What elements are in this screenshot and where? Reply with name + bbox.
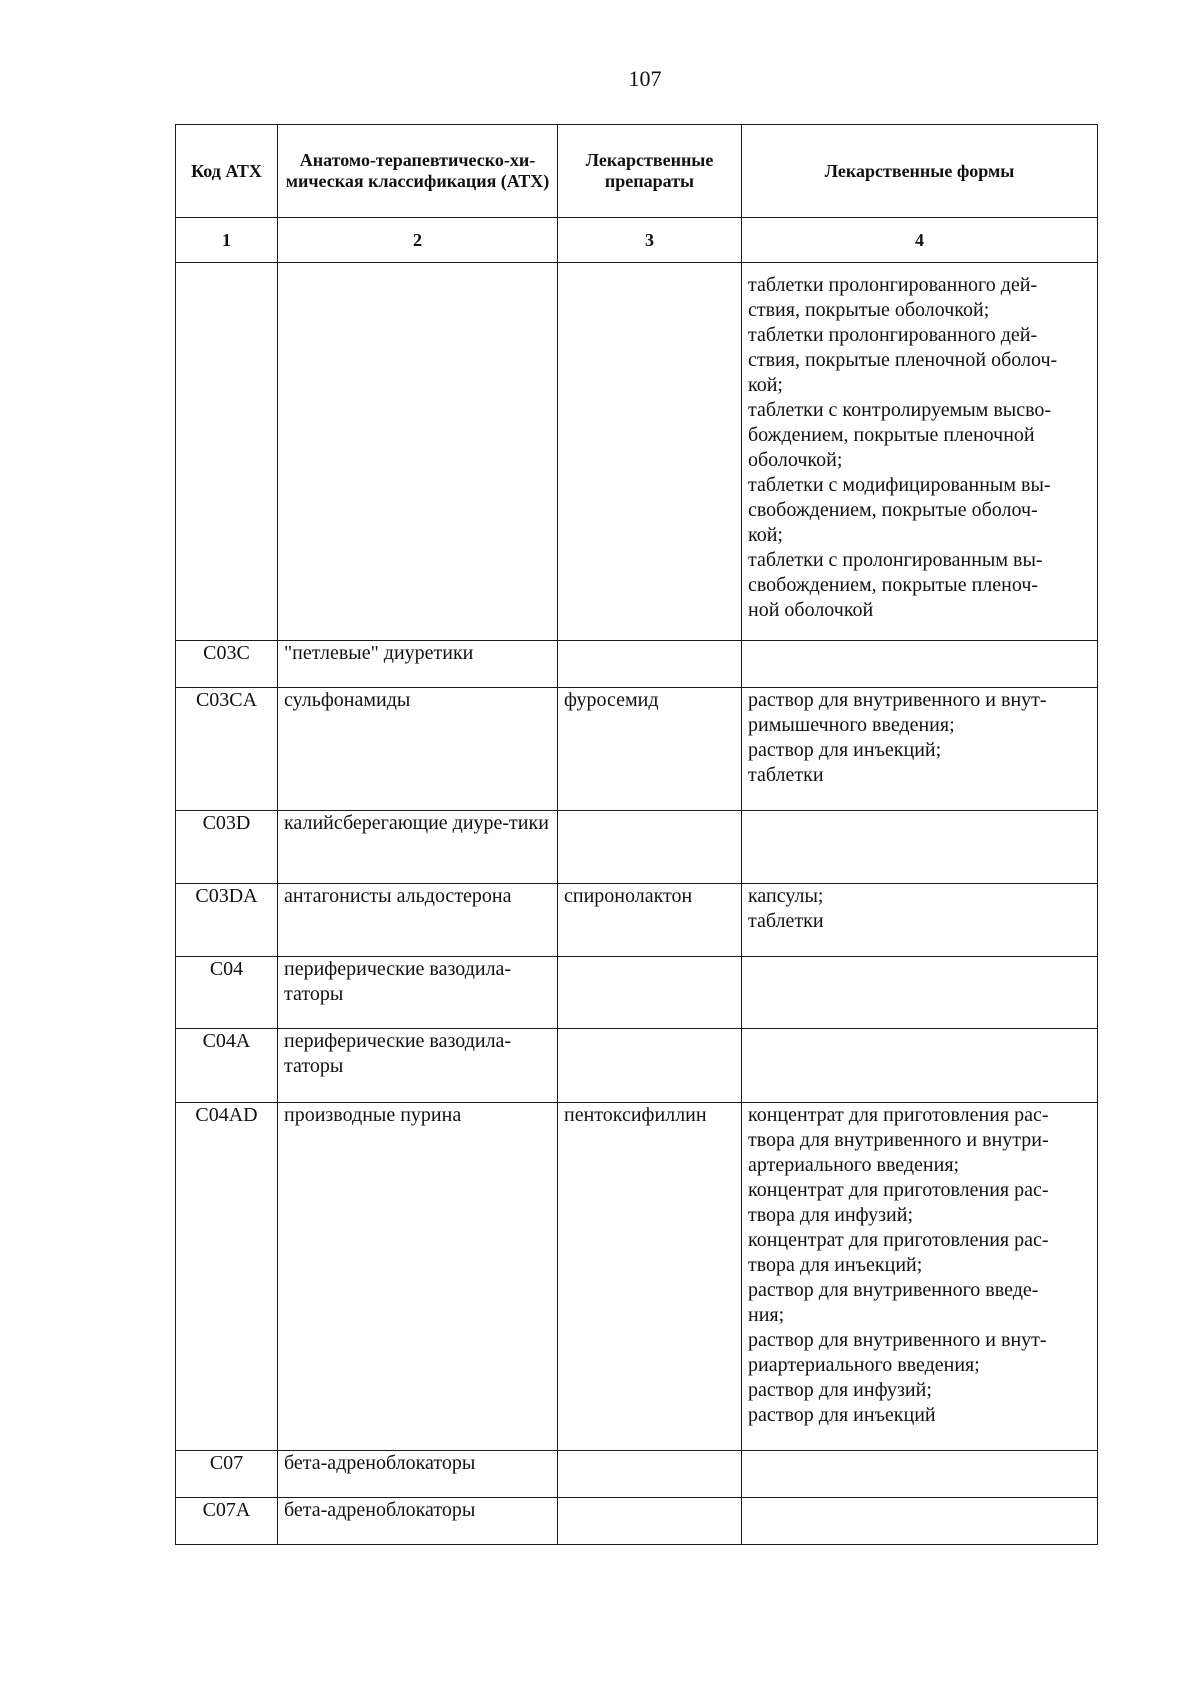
- drug-name: пентоксифиллин: [558, 1103, 742, 1451]
- atx-classification: антагонисты альдостерона: [278, 884, 558, 957]
- atx-classification: производные пурина: [278, 1103, 558, 1451]
- dosage-form-line: раствор для инфузий;: [748, 1379, 932, 1401]
- dosage-form-line: концентрат для приготовления рас-: [748, 1229, 1049, 1251]
- header-drugs: Лекарственные препараты: [558, 125, 742, 218]
- dosage-form-line: ствия, покрытые оболочкой;: [748, 299, 990, 321]
- atx-code: C03DA: [176, 884, 278, 957]
- drug-name: [558, 811, 742, 884]
- table-row: [176, 1451, 1098, 1498]
- header-classification: Анатомо-терапевтическо-хи-мическая классификация (АТХ): [278, 125, 558, 218]
- column-number: 2: [278, 218, 558, 263]
- atx-code: C04: [176, 957, 278, 1029]
- atx-code: C03C: [176, 641, 278, 688]
- atx-classification: "петлевые" диуретики: [278, 641, 558, 688]
- drug-name: [558, 641, 742, 688]
- dosage-form-line: концентрат для приготовления рас-: [748, 1179, 1049, 1201]
- dosage-form-line: таблетки с контролируемым высво-: [748, 399, 1052, 421]
- dosage-form-line: ния;: [748, 1304, 785, 1326]
- dosage-form-line: капсулы;: [748, 885, 824, 907]
- page-number: 107: [628, 66, 662, 91]
- atx-code: C03D: [176, 811, 278, 884]
- column-number: 3: [558, 218, 742, 263]
- table-row: [176, 811, 1098, 884]
- dosage-form-line: свобождением, покрытые пленоч-: [748, 574, 1039, 596]
- atx-classification: сульфонамиды: [278, 688, 558, 811]
- dosage-form-line: кой;: [748, 374, 783, 396]
- dosage-forms: [742, 263, 1098, 641]
- dosage-form-line: твора для инъекций;: [748, 1254, 923, 1276]
- dosage-forms: [742, 1103, 1098, 1451]
- dosage-form-line: свобождением, покрытые оболоч-: [748, 499, 1038, 521]
- table-row: [176, 884, 1098, 957]
- atx-code: [176, 263, 278, 641]
- dosage-form-line: таблетки: [748, 764, 824, 786]
- dosage-form-line: ствия, покрытые пленочной оболоч-: [748, 349, 1058, 371]
- column-number: 1: [176, 218, 278, 263]
- drug-name: [558, 1498, 742, 1545]
- atx-classification: бета-адреноблокаторы: [278, 1498, 558, 1545]
- dosage-form-line: артериального введения;: [748, 1154, 960, 1176]
- table-row: [176, 957, 1098, 1029]
- dosage-form-line: раствор для внутривенного и внут-: [748, 1329, 1047, 1351]
- dosage-form-line: таблетки пролонгированного дей-: [748, 324, 1038, 346]
- drug-name: [558, 263, 742, 641]
- dosage-form-line: твора для внутривенного и внутри-: [748, 1129, 1049, 1151]
- drug-name: фуросемид: [558, 688, 742, 811]
- dosage-form-line: твора для инфузий;: [748, 1204, 914, 1226]
- dosage-form-line: ной оболочкой: [748, 599, 874, 621]
- dosage-form-line: римышечного введения;: [748, 714, 955, 736]
- dosage-forms: [742, 811, 1098, 884]
- dosage-forms: [742, 688, 1098, 811]
- dosage-forms: [742, 957, 1098, 1029]
- dosage-form-line: таблетки с модифицированным вы-: [748, 474, 1051, 496]
- dosage-form-line: бождением, покрытые пленочной: [748, 424, 1035, 446]
- header-code: Код АТХ: [176, 125, 278, 218]
- atx-code: C07A: [176, 1498, 278, 1545]
- atx-table: [175, 124, 1098, 1545]
- column-number-row: [176, 218, 1098, 263]
- dosage-form-line: таблетки: [748, 910, 824, 932]
- dosage-form-line: раствор для внутривенного и внут-: [748, 689, 1047, 711]
- atx-code: C07: [176, 1451, 278, 1498]
- table-row: [176, 1498, 1098, 1545]
- dosage-forms: [742, 1451, 1098, 1498]
- table-row: [176, 263, 1098, 641]
- dosage-form-line: таблетки пролонгированного дей-: [748, 274, 1038, 296]
- dosage-forms: [742, 1029, 1098, 1103]
- atx-classification: периферические вазодила-таторы: [278, 957, 558, 1029]
- atx-code: C04AD: [176, 1103, 278, 1451]
- column-number: 4: [742, 218, 1098, 263]
- dosage-form-line: раствор для внутривенного введе-: [748, 1279, 1039, 1301]
- dosage-forms: [742, 1498, 1098, 1545]
- table-row: [176, 641, 1098, 688]
- atx-classification: бета-адреноблокаторы: [278, 1451, 558, 1498]
- drug-name: [558, 957, 742, 1029]
- drug-name: [558, 1451, 742, 1498]
- drug-name: спиронолактон: [558, 884, 742, 957]
- atx-classification: [278, 263, 558, 641]
- atx-classification: периферические вазодила-таторы: [278, 1029, 558, 1103]
- table-row: [176, 688, 1098, 811]
- atx-code: C04A: [176, 1029, 278, 1103]
- table-row: [176, 1103, 1098, 1451]
- dosage-form-line: концентрат для приготовления рас-: [748, 1104, 1049, 1126]
- dosage-form-line: кой;: [748, 524, 783, 546]
- dosage-form-line: риартериального введения;: [748, 1354, 980, 1376]
- dosage-form-line: раствор для инъекций: [748, 1404, 936, 1426]
- header-forms: Лекарственные формы: [742, 125, 1098, 218]
- drug-name: [558, 1029, 742, 1103]
- table-row: [176, 1029, 1098, 1103]
- dosage-form-line: таблетки с пролонгированным вы-: [748, 549, 1043, 571]
- dosage-forms: [742, 641, 1098, 688]
- dosage-forms: [742, 884, 1098, 957]
- header-row: [176, 125, 1098, 218]
- atx-classification: калийсберегающие диуре-тики: [278, 811, 558, 884]
- atx-code: C03CA: [176, 688, 278, 811]
- dosage-form-line: оболочкой;: [748, 449, 843, 471]
- dosage-form-line: раствор для инъекций;: [748, 739, 942, 761]
